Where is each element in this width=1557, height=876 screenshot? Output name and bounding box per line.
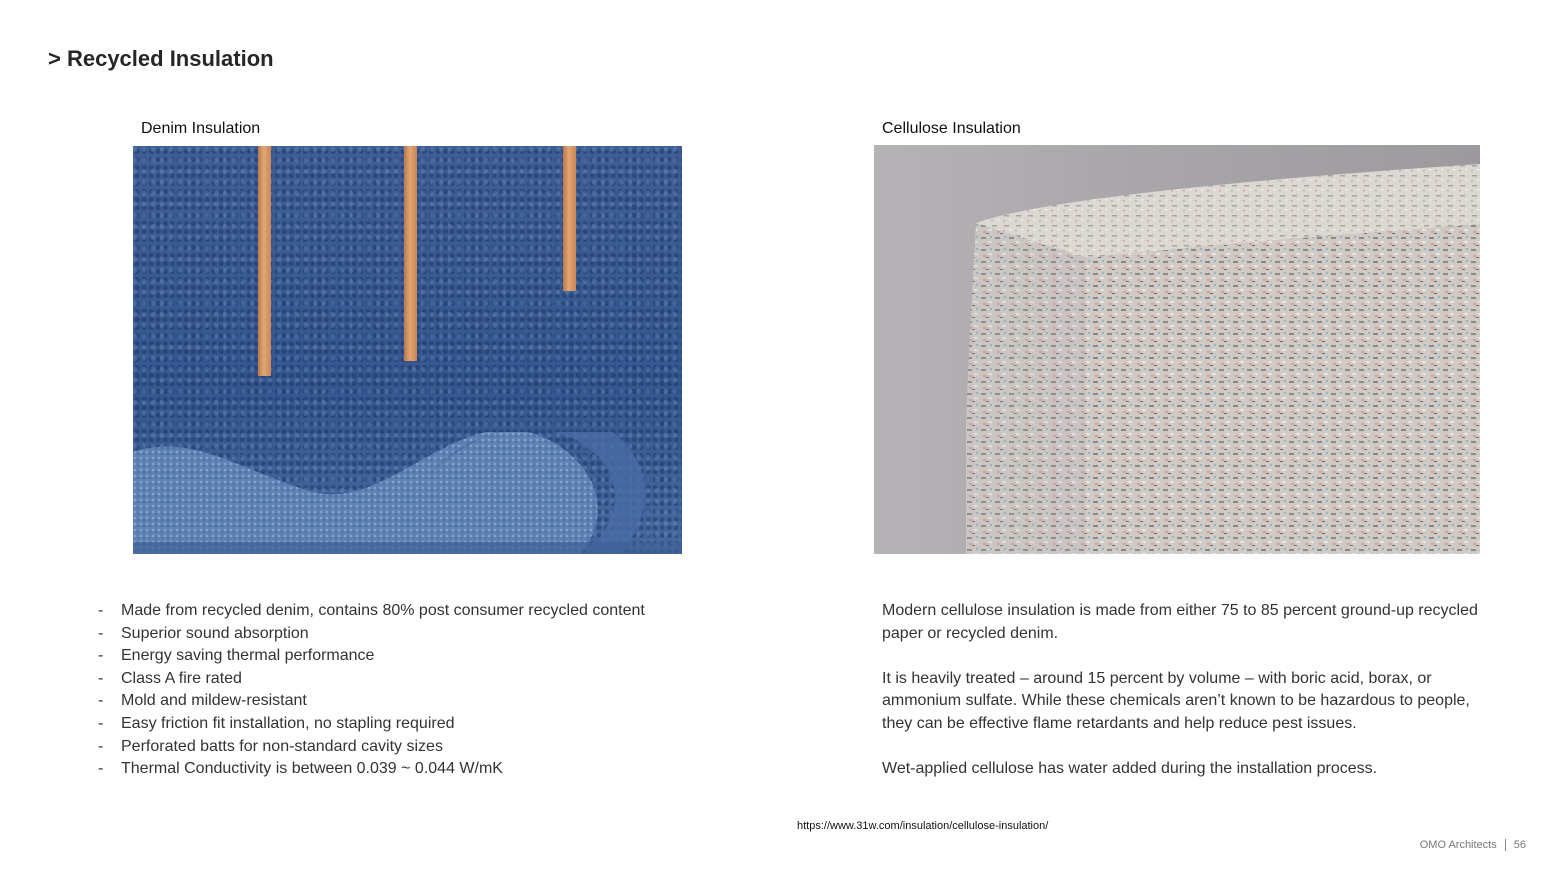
list-item: - Mold and mildew-resistant (98, 692, 307, 710)
cellulose-block (966, 163, 1480, 554)
paragraph: It is heavily treated – around 15 percent by volume – with boric acid, borax, or ammonium sulfate. While these chemicals aren’t known to be hazardous to people, they can be effective flame retardants and help reduce pest issues. (882, 669, 1470, 732)
page-title: > Recycled Insulation (48, 46, 274, 71)
denim-features-list (98, 600, 645, 781)
wood-stud (258, 146, 271, 376)
denim-caption: Denim Insulation (141, 120, 261, 137)
wood-stud (404, 146, 417, 361)
page-footer (1420, 839, 1526, 851)
list-item: - Perforated batts for non-standard cavity sizes (98, 737, 443, 755)
list-item: - Easy friction fit installation, no stapling required (98, 714, 455, 732)
list-item: - Thermal Conductivity is between 0.039 ~ 0.044 W/mK (98, 760, 503, 778)
source-link[interactable]: https://www.31w.com/insulation/cellulose-insulation/ (797, 820, 1049, 832)
list-item: - Class A fire rated (98, 669, 242, 687)
paragraph: Wet-applied cellulose has water added during the installation process. (882, 760, 1378, 778)
footer-company: OMO Architects (1419, 839, 1497, 851)
footer-divider (1505, 839, 1506, 851)
paragraph: Modern cellulose insulation is made from either 75 to 85 percent ground-up recycled paper or recycled denim. (882, 602, 1478, 642)
cellulose-insulation-photo (874, 145, 1480, 554)
cellulose-caption: Cellulose Insulation (882, 120, 1021, 137)
list-item: - Energy saving thermal performance (98, 647, 375, 665)
list-item: - Superior sound absorption (98, 624, 309, 642)
wood-stud (563, 146, 576, 291)
page-number: 56 (1513, 839, 1526, 851)
denim-batt-curl (133, 432, 682, 554)
denim-insulation-photo (133, 146, 682, 554)
cellulose-description (882, 600, 1502, 803)
list-item: - Made from recycled denim, contains 80% post consumer recycled content (98, 602, 645, 619)
